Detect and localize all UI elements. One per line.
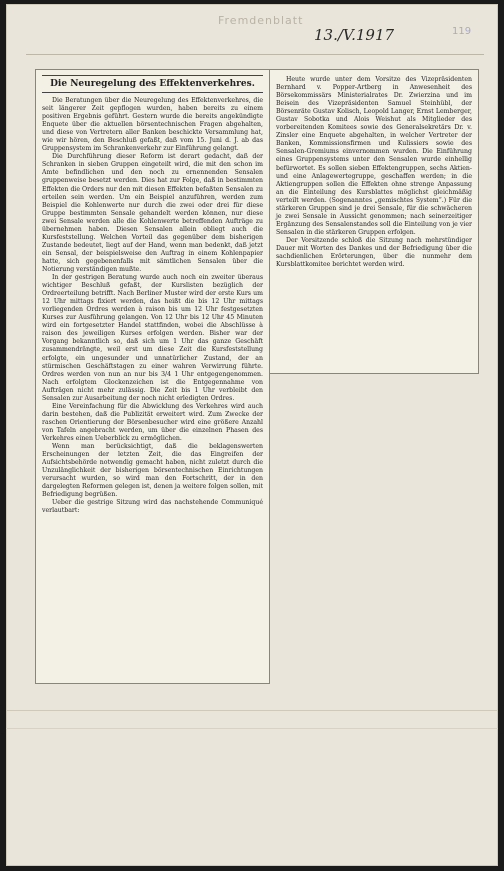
communique-paragraph: Heute wurde unter dem Vorsitze des Vizepräsidenten Bernhard v. Popper-Artberg in Anwesenheit des Börsekommissärs Ministerialrates Dr. Zwierzina und im Beisein des Vizepräsidenten Samuel Steinhübl, der Börsenräte Gustav Kolisch, Leopold Langer, Ernst Lemberger, Gustav Sobotka und Alois Weishut als Mitglieder des vorbereitenden Komitees sowie des Generalsekretärs Dr. v. Zinsler eine Enquete abgehalten, in welcher Vertreter der Banken, Kommissionsfirmen und Kulissiers sowie des Sensalen-Gremiums einvernommen wurden. Die Einführung eines Gruppensystems unter den Sensalen wurde einhellig befürwortet. Es sollen sieben Effektengruppen, sechs Aktien- und eine Anlagewertegruppe, geschaffen werden; in die Aktiengruppen sollen die Effekten ohne strenge Anpassung an die Einteilung des Kursblattes möglichst gleichmäßig verteilt werden. (Sogenanntes „gemischtes System“.) Für die stärkeren Gruppen sind je drei Sensale, für die schwächeren je zwei Sensale in Aussicht genommen; nach seinerzeitiger Ergänzung des Sensalenstandes soll die Einteilung von je vier Sensalen in die stärkeren Gruppen erfolgen. [276, 76, 472, 236]
archive-sheet [6, 4, 498, 866]
page-number: 119 [452, 26, 472, 37]
article-paragraph: Die Durchführung dieser Reform ist derart gedacht, daß der Schranken in sieben Gruppen eingeteilt wird, die mit den schon im Amte befindlichen und den noch zu ernennenden Sensalen gruppenweise besetzt werden. Dies hat zur Folge, daß in bestimmten Effekten die Orders nur den mit diesen Effekten befaßten Sensalen zu erteilen sein werden. Um ein Beispiel anzuführen, werden zum Beispiel die Kohlenwerte nur durch die zwei oder drei für diese Gruppe bestimmten Sensale gehandelt werden können, nur diese zwei Sensale werden alle die Kohlenwerte betreffenden Aufträge zu übernehmen haben. Diesen Sensalen allein obliegt auch die Kursfeststellung. Welchen Vorteil das gegenüber dem bisherigen Zustande bedeutet, liegt auf der Hand, wenn man bedenkt, daß jetzt ein Sensal, der beispielsweise den Auftrag in einem Kohlenpapier hatte, sich gegebenenfalls mit sämtlichen Sensalen über die Notierung verständigen mußte. [42, 153, 263, 273]
article-title: Die Neuregelung des Effektenverkehres. [42, 75, 263, 93]
clipping-left-column [35, 69, 270, 684]
fold-line [6, 728, 498, 729]
article-paragraph: Eine Vereinfachung für die Abwicklung des Verkehres wird auch darin bestehen, daß die Publizität erweitert wird. Zum Zwecke der raschen Orientierung der Börsenbesucher wird eine größere Anzahl von Tafeln angebracht werden, um über die einzelnen Phasen des Verkehres einen Ueberblick zu ermöglichen. [42, 402, 263, 442]
fold-line [6, 710, 498, 711]
article-paragraph: Ueber die gestrige Sitzung wird das nachstehende Communiqué verlautbart: [42, 499, 263, 515]
communique-paragraph: Der Vorsitzende schloß die Sitzung nach mehrstündiger Dauer mit Worten des Dankes und der Befriedigung über die sachdienlichen Erörterungen, über die nunmehr dem Kursblattkomitee berichtet werden wird. [276, 236, 472, 269]
article-paragraph: In der gestrigen Beratung wurde auch noch ein zweiter überaus wichtiger Beschluß gefaßt, der Kurslisten bezüglich der Ordreerteilung betrifft. Nach Berliner Muster wird der erste Kurs um 12 Uhr mittags fixiert werden, das heißt die bis 12 Uhr mittags vorliegenden Ordres werden à raison bis um 12 Uhr festgesetzten Kurses zur Ausführung gelangen. Von 12 Uhr bis 12 Uhr 45 Minuten wird ein fortgesetzter Handel stattfinden, wobei die Abschlüsse à raison des jeweiligen Kurses erfolgen werden. Bisher war der Vorgang bekanntlich so, daß sich um 1 Uhr das ganze Geschäft zusammendrängte, weil erst um diese Zeit die Kursfeststellung erfolgte, ein ungesunder und unnatürlicher Zustand, der an stürmischen Geschäftstagen zu einer wahren Verwirrung führte. Ordres werden von nun an nur bis 3/4 1 Uhr entgegengenommen. Nach erfolgtem Glockenzeichen ist die Entgegennahme von Aufträgen nicht mehr zulässig. Die Zeit bis 1 Uhr verbleibt den Sensalen zur Ausarbeitung der noch nicht erledigten Ordres. [42, 274, 263, 402]
header-divider [26, 54, 484, 55]
archive-stamp: Fremdenblatt [218, 14, 304, 27]
article-paragraph: Wenn man berücksichtigt, daß die beklagenswerten Erscheinungen der letzten Zeit, die das Eingreifen der Aufsichtsbehörde notwendig gemacht haben, nicht zuletzt durch die Unzulänglichkeit der bisherigen börsentechnischen Einrichtungen verursacht wurden, so wird man den Fortschritt, der in den dargelegten Reformen gelegen ist, denen ja weitere folgen sollen, mit Befriedigung begrüßen. [42, 443, 263, 499]
clipping-right-column [269, 69, 479, 374]
article-paragraph: Die Beratungen über die Neuregelung des Effektenverkehres, die seit längerer Zeit gepflogen wurden, haben bereits zu einem positiven Ergebnis geführt. Gestern wurde die bereits angekündigte Enquete über die aktuellen börsentechnischen Fragen abgehalten, und diese von Vertretern aller Banken beschickte Versammlung hat, wie wir hören, den Beschluß gefaßt, daß vom 15. Juni d. J. ab das Gruppensystem im Schrankenverkehr zur Einführung gelangt. [42, 97, 263, 153]
handwritten-date: 13./V.1917 [314, 26, 395, 44]
